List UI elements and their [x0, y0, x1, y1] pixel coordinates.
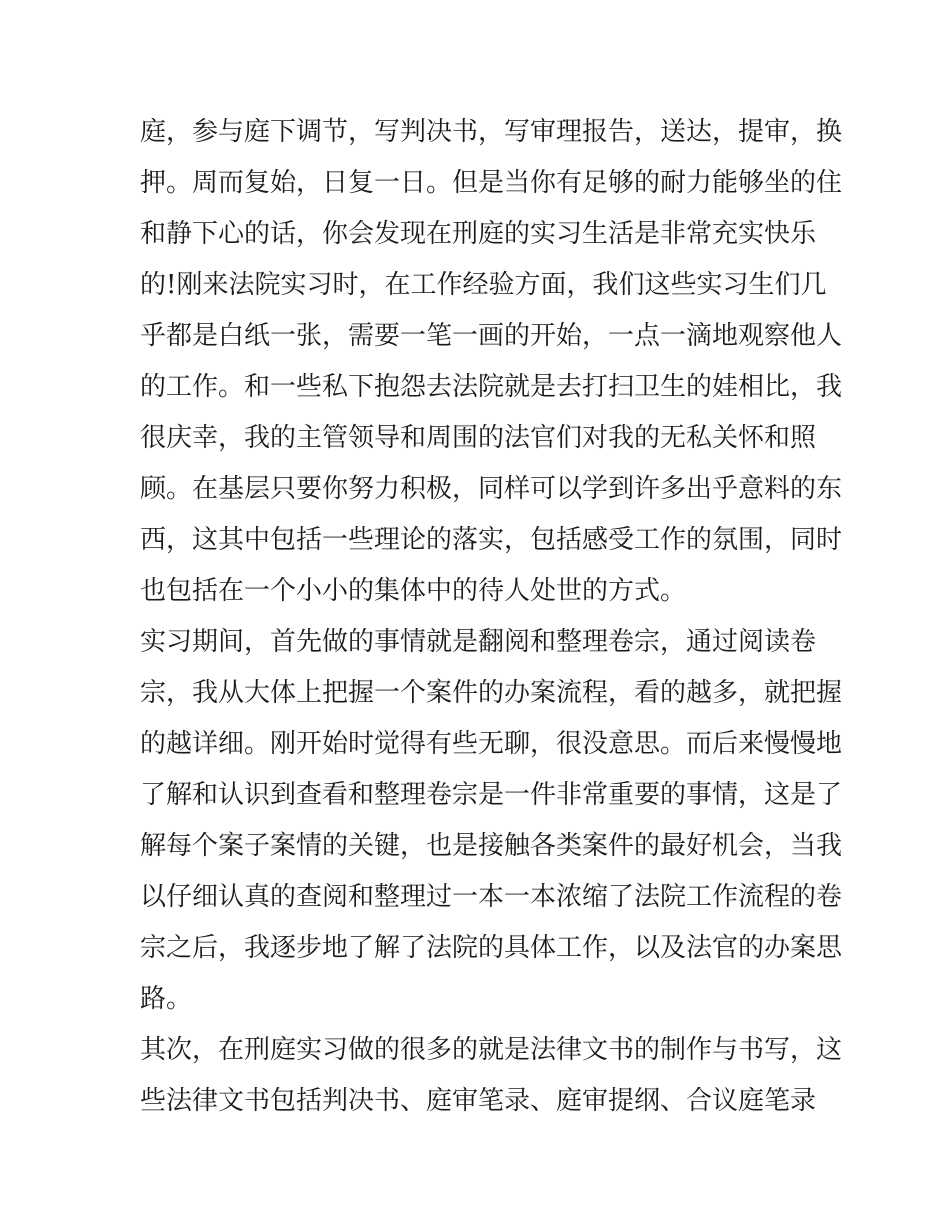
- text-line: 宗之后，我逐步地了解了法院的具体工作，以及法官的办案思: [140, 933, 843, 963]
- text-line: 解每个案子案情的关键，也是接触各类案件的最好机会，当我: [140, 831, 843, 861]
- text-line: 些法律文书包括判决书、庭审笔录、庭审提纲、合议庭笔录: [140, 1086, 817, 1116]
- text-line: 了解和认识到查看和整理卷宗是一件非常重要的事情，这是了: [140, 780, 843, 810]
- text-line: 和静下心的话，你会发现在刑庭的实习生活是非常充实快乐: [140, 219, 817, 249]
- text-line: 顾。在基层只要你努力积极，同样可以学到许多出乎意料的东: [140, 474, 843, 504]
- text-line: 的越详细。刚开始时觉得有些无聊，很没意思。而后来慢慢地: [140, 729, 843, 759]
- text-line: 乎都是白纸一张，需要一笔一画的开始，一点一滴地观察他人: [140, 321, 843, 351]
- text-line: 实习期间，首先做的事情就是翻阅和整理卷宗，通过阅读卷: [140, 627, 817, 657]
- text-line: 路。: [140, 984, 193, 1014]
- document-page: [140, 107, 843, 1127]
- text-line: 的工作。和一些私下抱怨去法院就是去打扫卫生的娃相比，我: [140, 372, 843, 402]
- text-line: 西，这其中包括一些理论的落实，包括感受工作的氛围，同时: [140, 525, 843, 555]
- text-line: 宗，我从大体上把握一个案件的办案流程，看的越多，就把握: [140, 678, 843, 708]
- text-line: 其次，在刑庭实习做的很多的就是法律文书的制作与书写，这: [140, 1035, 843, 1065]
- text-line: 押。周而复始，日复一日。但是当你有足够的耐力能够坐的住: [140, 168, 843, 198]
- text-line: 庭，参与庭下调节，写判决书，写审理报告，送达，提审，换: [140, 117, 843, 147]
- text-line: 很庆幸，我的主管领导和周围的法官们对我的无私关怀和照: [140, 423, 817, 453]
- text-line: 以仔细认真的查阅和整理过一本一本浓缩了法院工作流程的卷: [140, 882, 843, 912]
- text-line: 的!刚来法院实习时，在工作经验方面，我们这些实习生们几: [140, 270, 827, 300]
- text-line: 也包括在一个小小的集体中的待人处世的方式。: [140, 576, 687, 606]
